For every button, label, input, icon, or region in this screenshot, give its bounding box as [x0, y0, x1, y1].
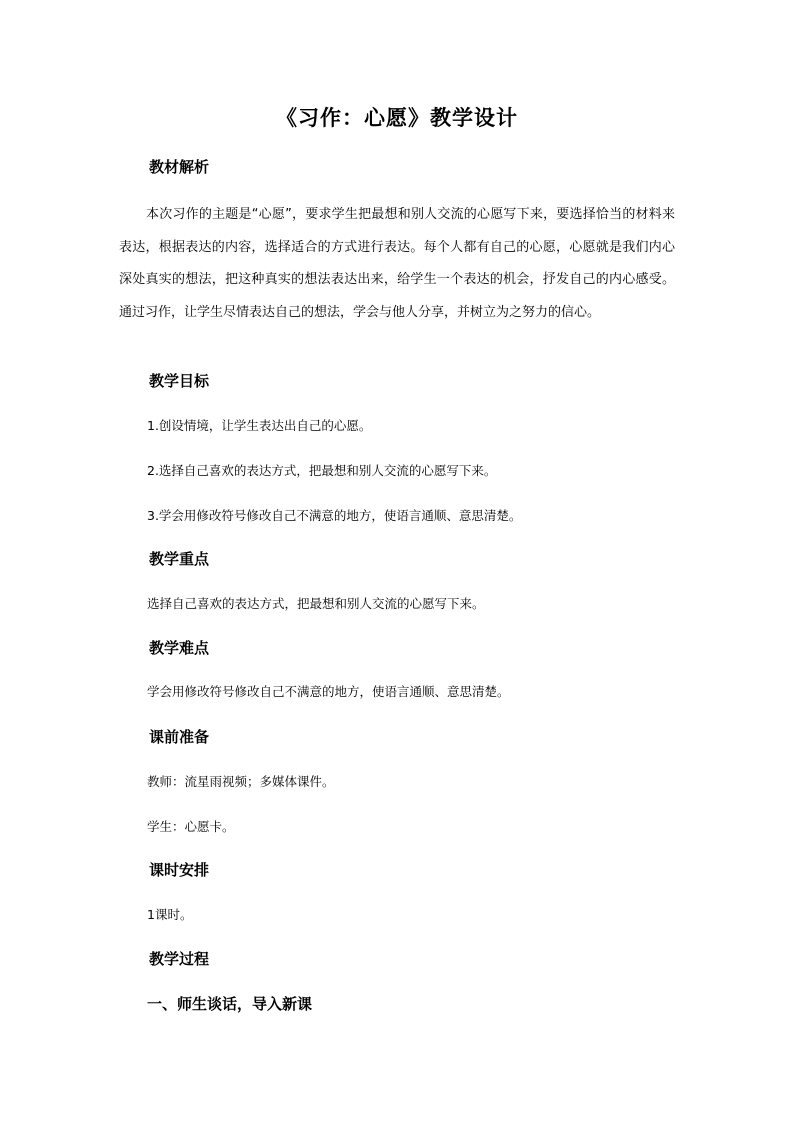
heading-schedule: 课时安排	[149, 861, 210, 879]
preparation-student: 学生：心愿卡。	[147, 819, 235, 834]
document-title: 《习作：心愿》教学设计	[276, 105, 518, 130]
difficulties-text: 学会用修改符号修改自己不满意的地方，使语言通顺、意思清楚。	[147, 684, 510, 699]
heading-key-points: 教学重点	[149, 550, 210, 568]
heading-material-analysis: 教材解析	[149, 158, 210, 176]
goal-item-3: 3.学会用修改符号修改自己不满意的地方，使语言通顺、意思清楚。	[147, 508, 522, 523]
material-analysis-paragraph: 本次习作的主题是“心愿”，要求学生把最想和别人交流的心愿写下来，要选择恰当的材料来表达，根据表达的内容，选择适合的方式进行表达。每个人都有自己的心愿，心愿就是我们内心深处真实的想法，把这种真实的想法表达出来，给学生一个表达的机会，抒发自己的内心感受。通过习作，让学生尽情表达自己的想法，学会与他人分享，并树立为之努力的信心。	[119, 207, 675, 320]
process-step-1: 一、师生谈话，导入新课	[147, 995, 313, 1013]
goal-item-1: 1.创设情境，让学生表达出自己的心愿。	[147, 418, 372, 433]
schedule-text: 1课时。	[147, 907, 193, 922]
heading-goals: 教学目标	[149, 372, 210, 390]
key-points-text: 选择自己喜欢的表达方式，把最想和别人交流的心愿写下来。	[147, 596, 485, 611]
heading-process: 教学过程	[149, 950, 210, 968]
heading-difficulties: 教学难点	[149, 639, 210, 657]
goal-item-2: 2.选择自己喜欢的表达方式，把最想和别人交流的心愿写下来。	[147, 463, 497, 478]
heading-preparation: 课前准备	[149, 728, 210, 746]
preparation-teacher: 教师：流星雨视频；多媒体课件。	[147, 774, 335, 789]
